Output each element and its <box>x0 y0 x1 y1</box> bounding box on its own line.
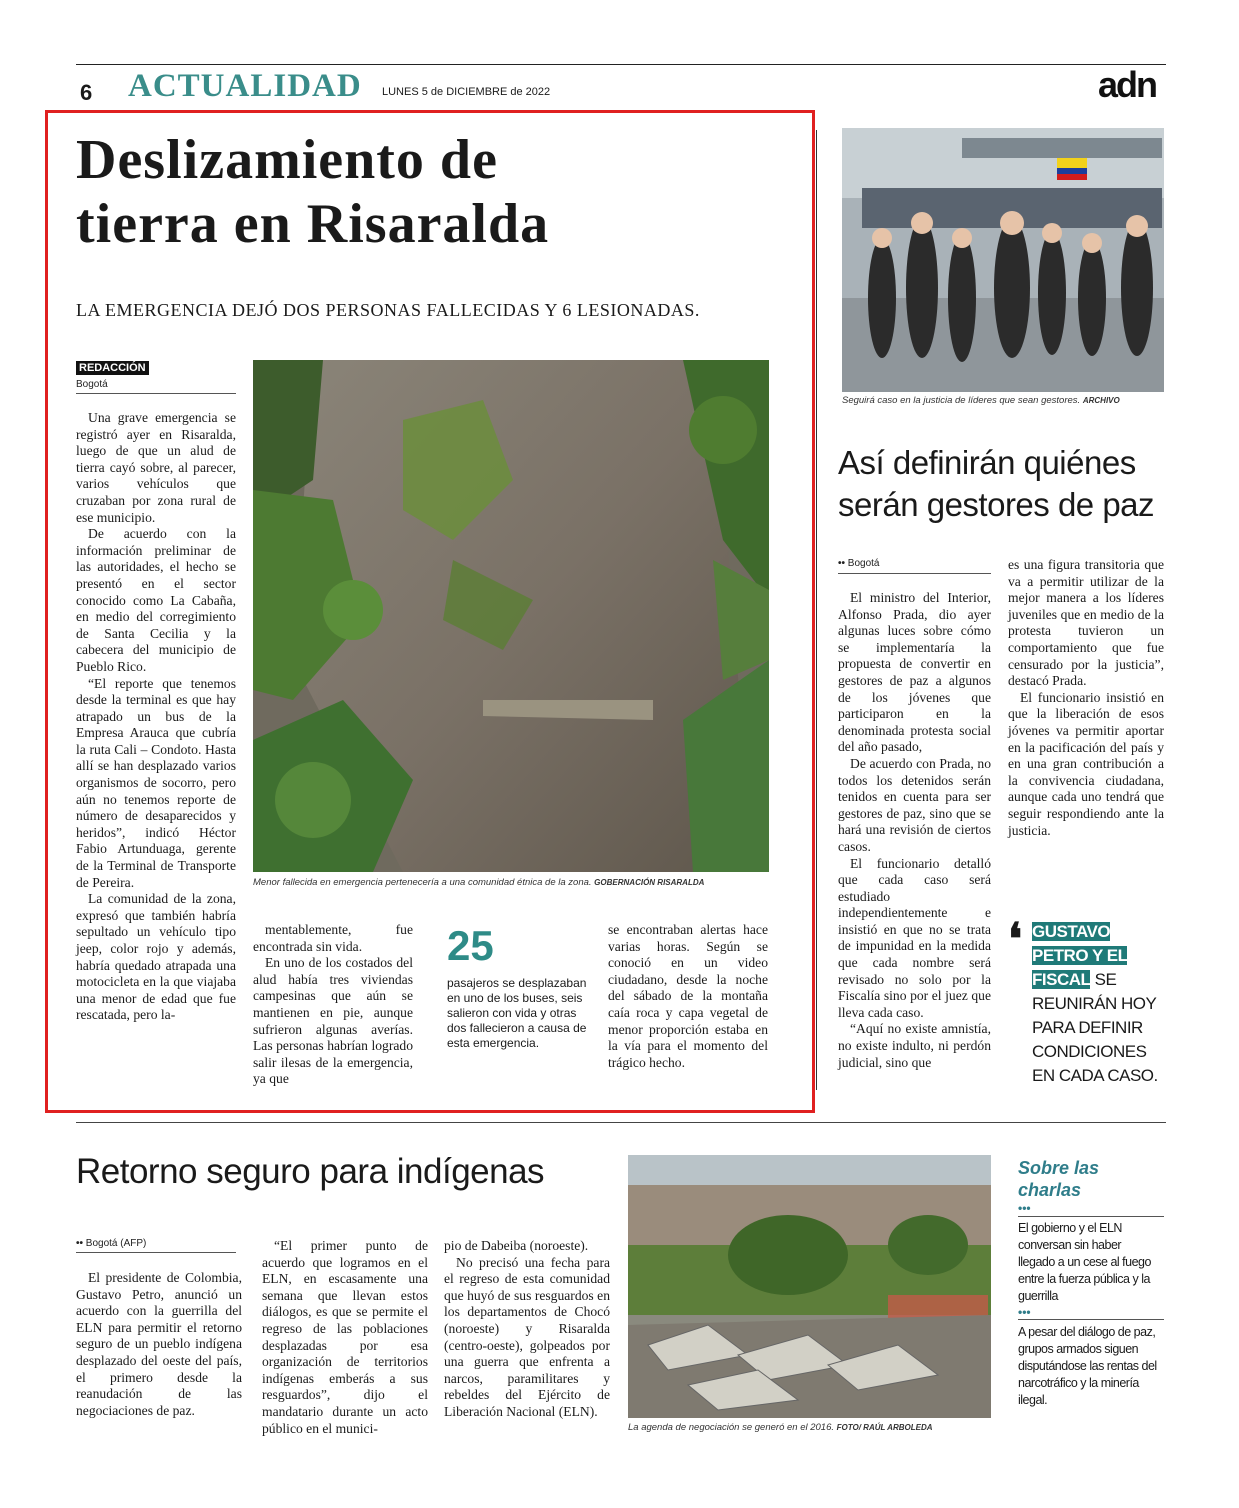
paragraph: “El primer punto de acuerdo que logramos en el ELN, en escasamente una semana que llevan estos diálogos, es que se permite el regreso de las poblaciones desplazadas por esa organización de territorios indígenas emberás a sus resguardos”, dijo el mandatario durante un acto público en el munici- <box>262 1238 428 1436</box>
quote-mark-icon: ❛ <box>1008 915 1023 964</box>
dots-icon: ••• <box>1018 1305 1031 1319</box>
photo-credit: GOBERNACIÓN RISARALDA <box>594 878 705 887</box>
dots-icon: ••• <box>1018 1201 1031 1215</box>
sidebar-title-line2: charlas <box>1018 1180 1082 1200</box>
protest-photo-caption <box>842 395 1164 406</box>
side-headline-line2: serán gestores de paz <box>838 486 1155 523</box>
side-headline <box>838 442 1154 526</box>
stat-number: 25 <box>447 922 494 969</box>
byline-location: Bogotá (AFP) <box>85 1238 147 1249</box>
paragraph: “Aquí no existe amnistía, no existe indulto, ni perdón judicial, sino que <box>838 1021 991 1070</box>
paragraph: es una figura transitoria que va a permitir utilizar de la mejor manera a los líderes juveniles que en medio de la protesta tuvieron un comportamiento que fue censurado por la justicia”, destacó Prada. <box>1008 557 1164 689</box>
bullet-icon: •• <box>76 1238 86 1249</box>
quote-highlight: GUSTAVO PETRO Y EL FISCAL <box>1032 922 1128 989</box>
paragraph: En uno de los costados del alud había tres viviendas campesinas que aún se mantienen en pie, aunque sufrieron algunas averías. Las personas habrían logrado salir ilesas de la emergencia, ya que <box>253 955 413 1087</box>
paragraph: El presidente de Colombia, Gustavo Petro, anunció un acuerdo con la guerrilla del ELN para permitir el retorno seguro de un pueblo indígena desplazado del oeste del país, el primero desde la reanudación de las negociaciones de paz. <box>76 1270 242 1418</box>
page-number: 6 <box>80 80 93 105</box>
pull-quote <box>1032 920 1164 1088</box>
camp-photo-caption <box>628 1422 991 1433</box>
photo-credit: ARCHIVO <box>1082 396 1120 405</box>
bottom-headline: Retorno seguro para indígenas <box>76 1152 545 1191</box>
paragraph: El funcionario detalló que cada caso será estudiado independientemente e insistió en que no se trata de impunidad en la medida que cada nombre será revisado no solo por la Fiscalía sino por el juez que lleva cada caso. <box>838 855 991 1020</box>
bottom-col1 <box>76 1270 242 1419</box>
issue-date: LUNES 5 de DICIEMBRE de 2022 <box>382 86 551 98</box>
main-col1 <box>76 410 236 1024</box>
landslide-photo-caption <box>253 877 769 888</box>
paragraph: De acuerdo con la información preliminar de las autoridades, el hecho se presentó en el sector conocido como La Cabaña, en medio del corregimiento de Santa Cecilia y la cabecera del municipio de Pueblo Rico. <box>76 526 236 674</box>
bottom-col2 <box>262 1238 428 1437</box>
main-col2 <box>253 922 413 1088</box>
stat-text: pasajeros se desplazaban en uno de los buses, seis salieron con vida y otras dos fallecieron a causa de esta emergencia. <box>447 976 587 1050</box>
paragraph: La comunidad de la zona, expresó que también habría sepultado un vehículo tipo jeep, color rojo y además, habría quedado atrapada una motocicleta en la que viajaba una menor de edad que fue rescatada, pero la- <box>76 891 236 1023</box>
byline-location: Bogotá <box>847 558 880 569</box>
section-title: ACTUALIDAD <box>128 68 362 104</box>
paragraph: “El reporte que tenemos desde la terminal es que hay atrapado un bus de la Empresa Arauca que cubría la ruta Cali – Condoto. Hasta allí se han desplazado varios organismos de socorro, pero aún no tenemos reporte de número de desaparecidos y heridos”, indicó Héctor Fabio Artunduaga, gerente de la Terminal de Transporte de Pereira. <box>76 675 236 890</box>
bottom-byline <box>76 1238 146 1249</box>
paragraph: El ministro del Interior, Alfonso Prada, dio ayer algunas luces sobre cómo se implementaría la propuesta de convertir en gestores de paz a algunos de los jóvenes que participaron en la denominada protesta social del año pasado, <box>838 590 991 755</box>
bottom-col3 <box>444 1238 610 1421</box>
side-col2 <box>1008 557 1164 839</box>
landslide-photo <box>253 360 769 872</box>
sidebar-title-line1: Sobre las <box>1018 1158 1100 1178</box>
main-subtitle: LA EMERGENCIA DEJÓ DOS PERSONAS FALLECIDAS Y 6 LESIONADAS. <box>76 300 700 320</box>
byline-badge: REDACCIÓN <box>76 361 149 375</box>
paragraph: pio de Dabeiba (noroeste). <box>444 1238 589 1253</box>
paragraph: se encontraban alertas hace varias horas. Según se conoció en un video ciudadano, desde la noche del sábado de la montaña caía roca y capa vegetal de menor proporción estaba en la vía para el momento del trágico hecho. <box>608 922 768 1070</box>
side-headline-line1: Así definirán quiénes <box>838 444 1136 481</box>
main-col4 <box>608 922 768 1071</box>
caption-text: Menor fallecida en emergencia pertenecería a una comunidad étnica de la zona. <box>253 877 592 888</box>
main-headline <box>76 128 549 256</box>
main-headline-line1: Deslizamiento de <box>76 129 498 191</box>
paragraph: Una grave emergencia se registró ayer en Risaralda, luego de que un alud de tierra cayó sobre, al parecer, varios vehículos que cruzaban por zona rural de ese municipio. <box>76 410 236 525</box>
byline-location: Bogotá <box>76 379 108 390</box>
side-byline <box>838 558 879 569</box>
photo-credit: FOTO/ RAÚL ARBOLEDA <box>836 1423 933 1432</box>
protest-photo <box>842 128 1164 392</box>
paragraph: El funcionario insistió en que la liberación de esos jóvenes va permitir aportar en la pacificación del país y en una gran contribución a la convivencia ciudadana, aunque cada uno tendrá que seguir respondiendo ante la justicia. <box>1008 689 1164 838</box>
paragraph: De acuerdo con Prada, no todos los detenidos serán tenidos en cuenta para ser gestores de paz, sino que se hará una revisión de ciertos casos. <box>838 755 991 854</box>
side-col1 <box>838 590 991 1071</box>
camp-photo <box>628 1155 991 1418</box>
paragraph: No precisó una fecha para el regreso de esta comunidad que huyó de sus resguardos en los departamentos de Chocó (noroeste) y Risaralda (centro-oeste), golpeados por una guerra que enfrenta a narcos, paramilitares y rebeldes del Ejército de Liberación Nacional (ELN). <box>444 1254 610 1419</box>
adn-logo: adn <box>1098 64 1157 105</box>
sidebar-item: El gobierno y el ELN conversan sin haber llegado a un cese al fuego entre la fuerza pública y la guerrilla <box>1018 1221 1151 1303</box>
caption-text: Seguirá caso en la justicia de líderes que sean gestores. <box>842 395 1081 406</box>
sidebar-item: A pesar del diálogo de paz, grupos armados siguen disputándose las rentas del narcotráfico y la minería ilegal. <box>1018 1325 1157 1407</box>
caption-text: La agenda de negociación se generó en el 2016. <box>628 1422 835 1433</box>
main-headline-line2: tierra en Risaralda <box>76 193 550 255</box>
sidebar-title <box>1018 1157 1099 1201</box>
quote-rest: SE REUNIRÁN HOY PARA DEFINIR CONDICIONES EN CADA CASO. <box>1032 970 1158 1085</box>
bullet-icon: •• <box>838 558 848 569</box>
paragraph: mentablemente, fue encontrada sin vida. <box>253 922 413 954</box>
